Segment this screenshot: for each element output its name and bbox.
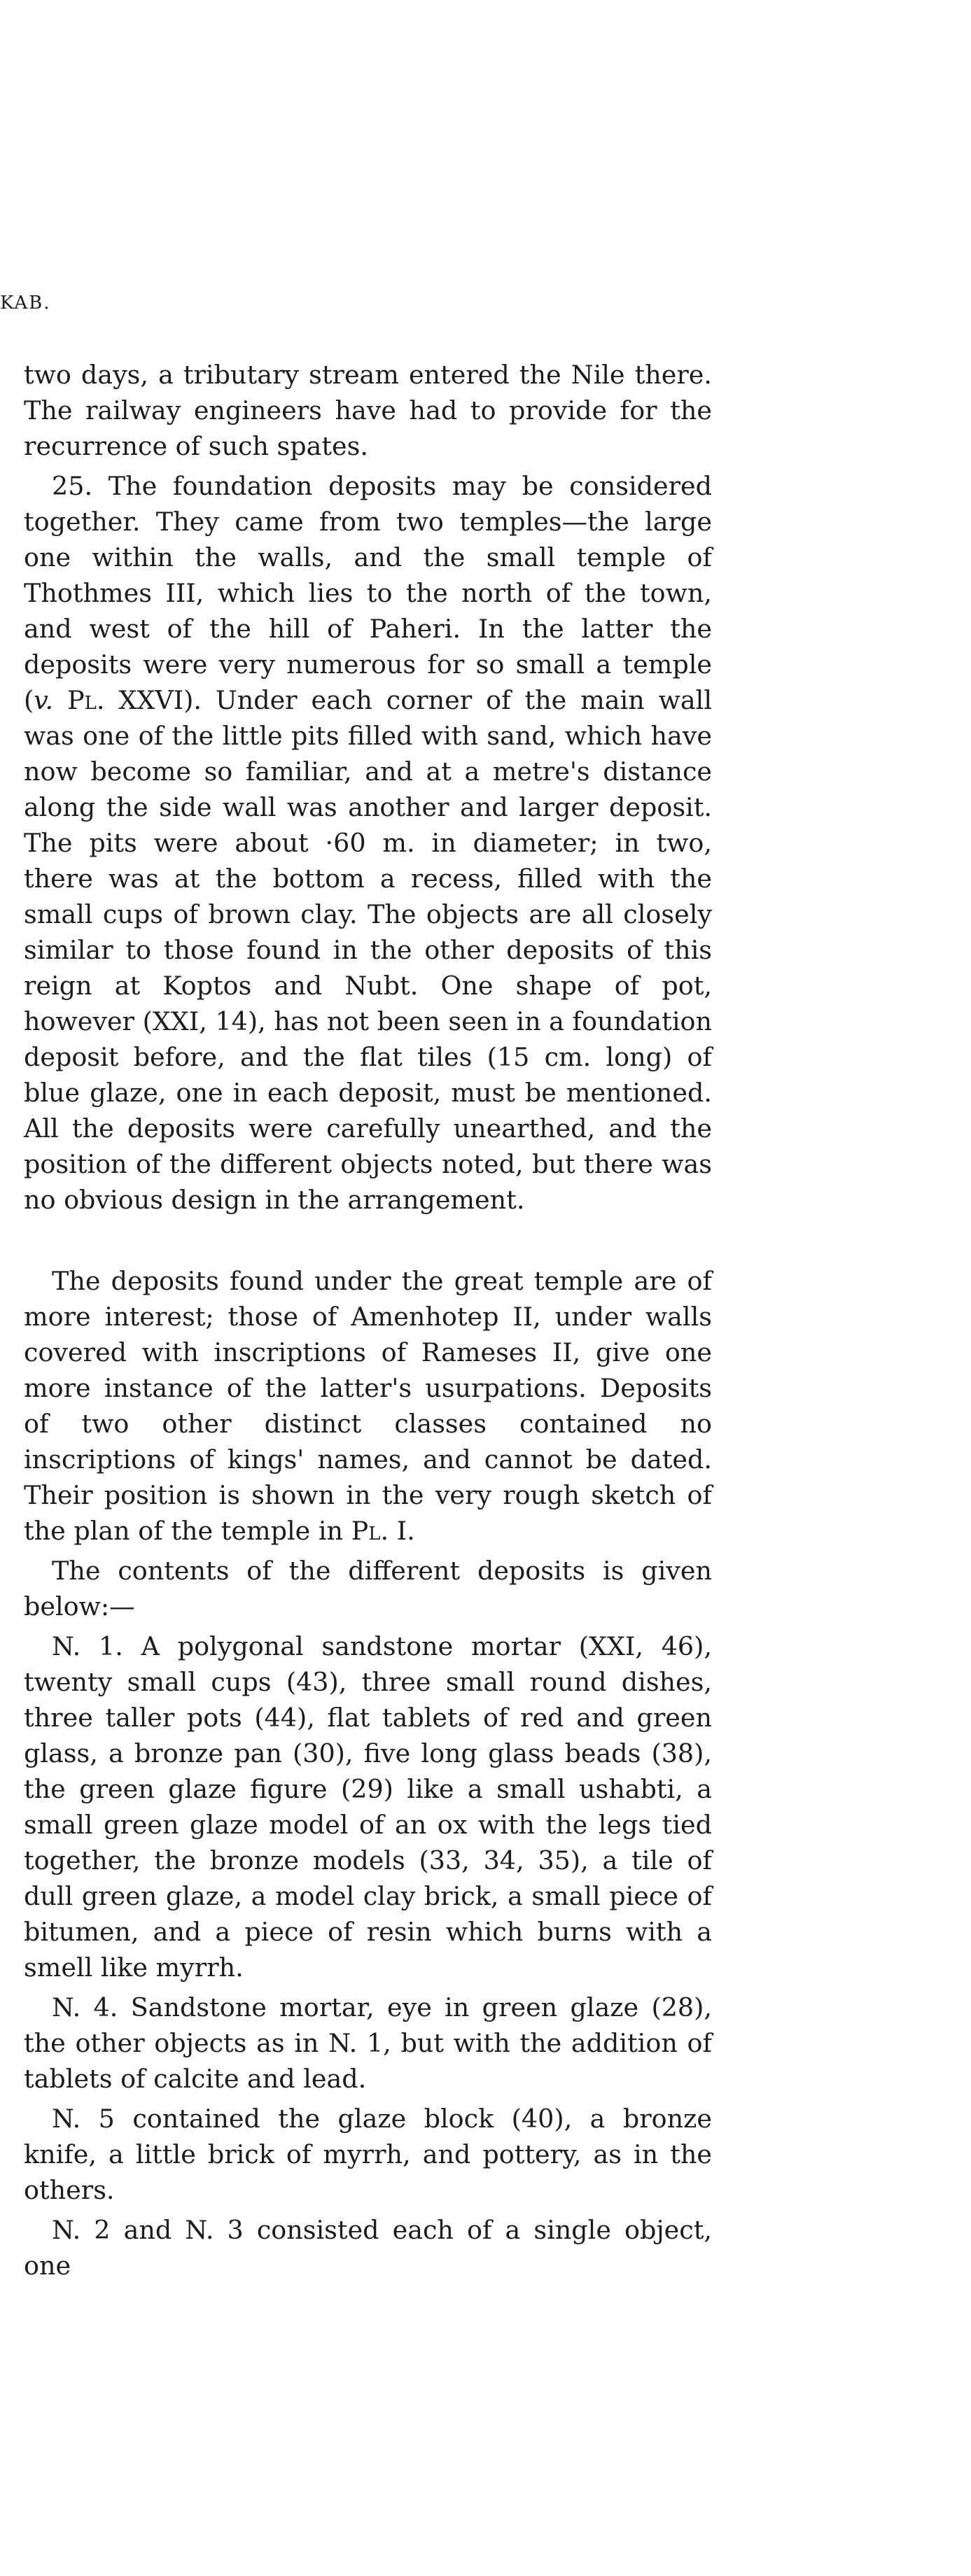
running-head: KAB. [0,293,51,314]
paragraph-text: N. 1. A polygonal sandstone mortar (XXI, 46), twenty small cups (43), three small round dishes, three taller pots (44), flat tablets of red and green glass, a bronze pan (30), five long glass beads (38), the green glaze figure (29) like a small ushabti, a small green glaze model of an ox with the legs tied together, the bronze models (33, 34, 35), a tile of dull green glaze, a model clay brick, a small piece of bitumen, and a piece of resin which burns with a smell like myrrh. [24,1631,712,1983]
paragraph-text: N. 5 contained the glaze block (40), a bronze knife, a little brick of myrrh, and pottery, as in the others. [24,2104,712,2205]
paragraph-great-temple [24,1263,712,1549]
paragraph-n5 [24,2101,712,2208]
paragraph-contents-intro [24,1553,712,1624]
paragraph-spates [24,357,712,464]
paragraph-n1 [24,1628,712,1985]
paragraph-foundation-deposits [24,468,712,1218]
paragraph-text: two days, a tributary stream entered the Nile there. The railway engineers have had to provide for the recurrence of such spates. [24,360,712,461]
paragraph-n2-n3 [24,2212,712,2283]
italic-abbreviation: v. [34,685,54,715]
paragraph-text: The deposits found under the great temple are of more interest; those of Amenhotep II, under walls covered with inscriptions of Rameses II, give one more instance of the latter's usurpations. Deposits of two other distinct classes contained no inscriptions of kings' names, and cannot be dated. Their position is shown in the very rough sketch of the plan of the temple in [24,1266,712,1546]
text-column [24,357,712,2288]
plate-reference: Pl. I [351,1516,407,1546]
plate-reference: Pl. XXVI [67,685,184,715]
paragraph-text-tail: . [407,1516,415,1546]
paragraph-text-tail: ). Under each corner of the main wall was one of the little pits filled with sand, which have now become so familiar, and at a metre's distance along the side wall was another and larger deposit. The pits were about ·60 m. in diameter; in two, there was at the bottom a recess, filled with the small cups of brown clay. The objects are all closely similar to those found in the other deposits of this reign at Koptos and Nubt. One shape of pot, however (XXI, 14), has not been seen in a foundation deposit before, and the flat tiles (15 cm. long) of blue glaze, one in each deposit, must be mentioned. All the deposits were carefully unearthed, and the position of the different objects noted, but there was no obvious design in the arrangement. [24,685,712,1215]
paragraph-text: The contents of the different deposits is given below:— [24,1556,712,1621]
paragraph-n4 [24,1990,712,2097]
paragraph-text: N. 2 and N. 3 consisted each of a single object, one [24,2215,712,2281]
paragraph-text: N. 4. Sandstone mortar, eye in green glaze (28), the other objects as in N. 1, but with the addition of tablets of calcite and lead. [24,1992,712,2094]
paragraph-text: 25. The foundation deposits may be considered together. They came from two temples—the large one within the walls, and the small temple of Thothmes III, which lies to the north of the town, and west of the hill of Paheri. In the latter the deposits were very numerous for so small a temple ( [24,471,712,715]
